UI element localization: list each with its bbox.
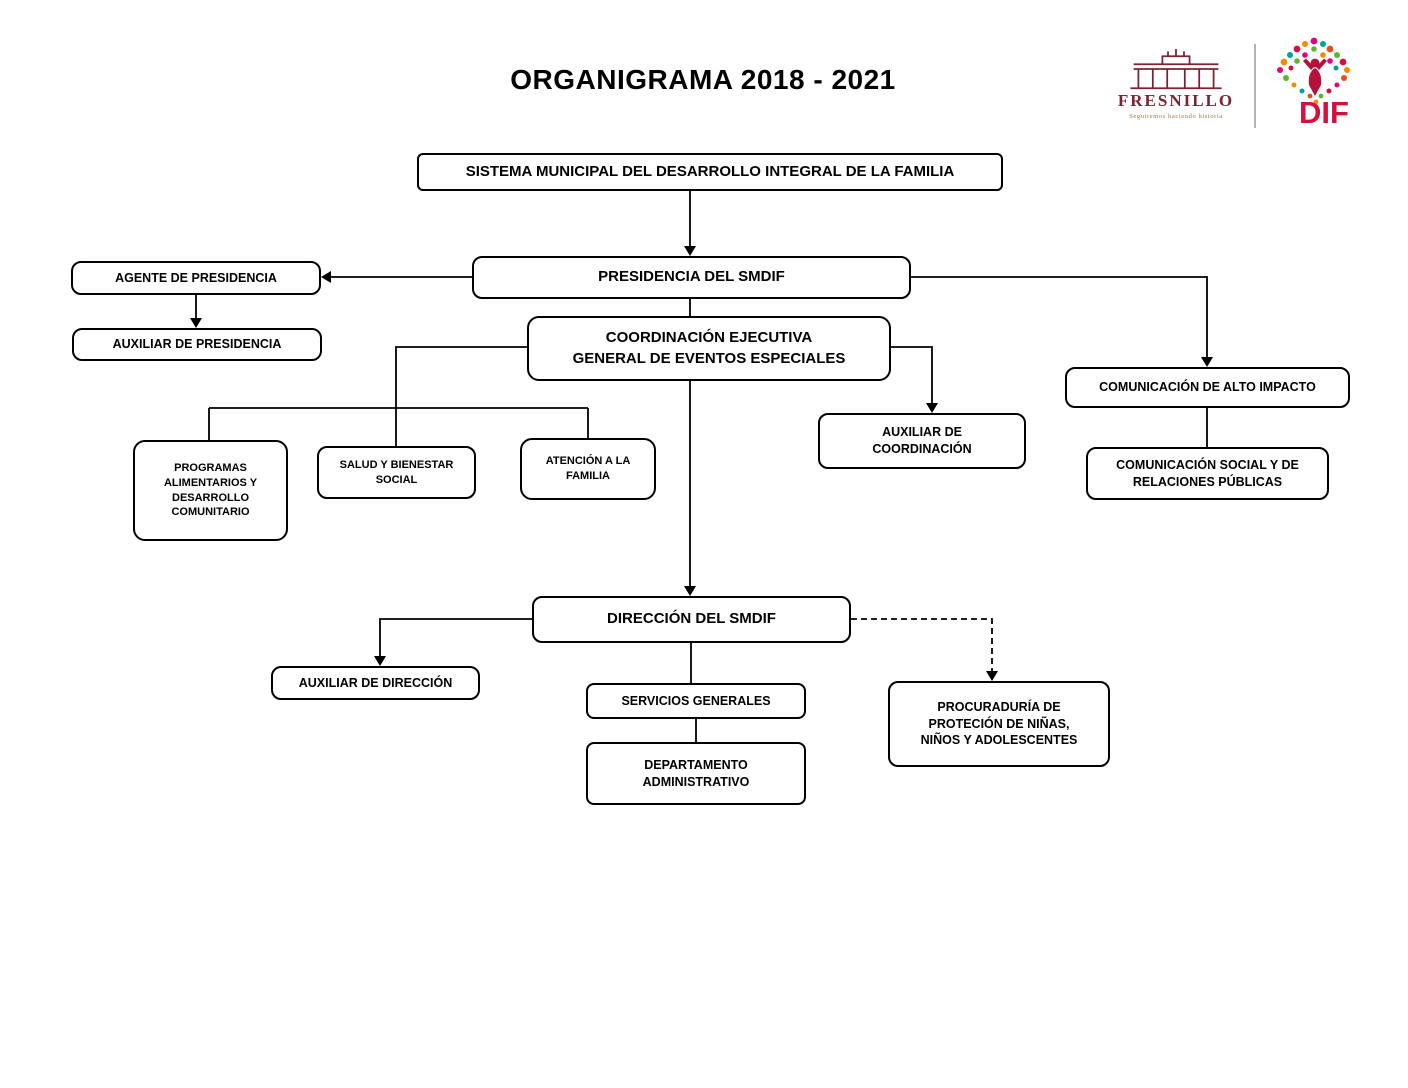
node-procuraduria-proteccion [888, 681, 1110, 767]
node-label: SALUD Y BIENESTAR SOCIAL [339, 458, 454, 486]
dif-logo [1266, 34, 1368, 128]
dif-tree-icon [1266, 34, 1368, 128]
node-label: AUXILIAR DE PRESIDENCIA [112, 337, 282, 352]
connector-coordinacion-left-branch [396, 347, 527, 446]
node-label: AUXILIAR DE DIRECCIÓN [298, 675, 453, 690]
node-label: COMUNICACIÓN DE ALTO IMPACTO [1099, 380, 1316, 395]
dif-wordmark: DIF [1299, 95, 1349, 128]
page-title: ORGANIGRAMA 2018 - 2021 [510, 64, 896, 95]
node-label: COORDINACIÓN EJECUTIVA GENERAL DE EVENTOS ESPECIALES [572, 329, 846, 367]
node-servicios-generales [586, 683, 806, 719]
connector-direccion-auxiliar [380, 619, 532, 657]
node-label: SERVICIOS GENERALES [621, 693, 771, 708]
node-comunicacion-social [1086, 447, 1329, 500]
node-label: SISTEMA MUNICIPAL DEL DESARROLLO INTEGRAL DE LA FAMILIA [465, 162, 955, 180]
arrowhead-agente [321, 271, 331, 283]
node-label: COMUNICACIÓN SOCIAL Y DE RELACIONES PÚBLICAS [1116, 457, 1299, 489]
node-atencion-familia [520, 438, 656, 500]
node-auxiliar-coordinacion [818, 413, 1026, 469]
fresnillo-building-icon [1124, 48, 1228, 90]
node-label: ATENCIÓN A LA FAMILIA [545, 455, 631, 482]
fresnillo-wordmark: FRESNILLO [1117, 91, 1235, 110]
node-salud-bienestar-social [317, 446, 476, 499]
node-auxiliar-direccion [271, 666, 480, 700]
arrowhead-comunicacion-alto [1201, 357, 1213, 367]
node-presidencia-smdif [472, 256, 911, 299]
node-label: PROCURADURÍA DE PROTECIÓN DE NIÑAS, NIÑOS Y ADOLESCENTES [920, 699, 1078, 748]
arrowhead-procuraduria [986, 671, 998, 681]
arrowhead-direccion [684, 586, 696, 596]
node-direccion-smdif [532, 596, 851, 643]
fresnillo-logo [1105, 48, 1247, 120]
connector-presidencia-comunicacion-alto [911, 277, 1207, 358]
node-programas-alimentarios [133, 440, 288, 541]
logo-divider [1254, 44, 1256, 128]
node-label: AGENTE DE PRESIDENCIA [115, 270, 277, 285]
node-departamento-administrativo [586, 742, 806, 805]
node-label: DEPARTAMENTO ADMINISTRATIVO [642, 757, 750, 789]
node-coordinacion-eventos-especiales [527, 316, 891, 381]
node-auxiliar-presidencia [72, 328, 322, 361]
node-sistema-municipal [417, 153, 1003, 191]
node-comunicacion-alto-impacto [1065, 367, 1350, 408]
arrowhead-auxiliar-presidencia [190, 318, 202, 328]
connector-coordinacion-auxiliar [891, 347, 932, 404]
dif-person-figure [1303, 59, 1327, 97]
arrowhead-auxiliar-direccion [374, 656, 386, 666]
arrowhead-auxiliar-coordinacion [926, 403, 938, 413]
node-label: AUXILIAR DE COORDINACIÓN [872, 425, 972, 456]
arrowhead-presidencia [684, 246, 696, 256]
node-label: PRESIDENCIA DEL SMDIF [598, 268, 785, 286]
node-label: PROGRAMAS ALIMENTARIOS Y DESARROLLO COMUNITARIO [163, 461, 258, 519]
node-agente-presidencia [71, 261, 321, 295]
connector-direccion-procuraduria-dashed [851, 619, 992, 671]
node-label: DIRECCIÓN DEL SMDIF [607, 610, 776, 628]
fresnillo-tagline: Seguiremos haciendo historia [1129, 113, 1223, 120]
